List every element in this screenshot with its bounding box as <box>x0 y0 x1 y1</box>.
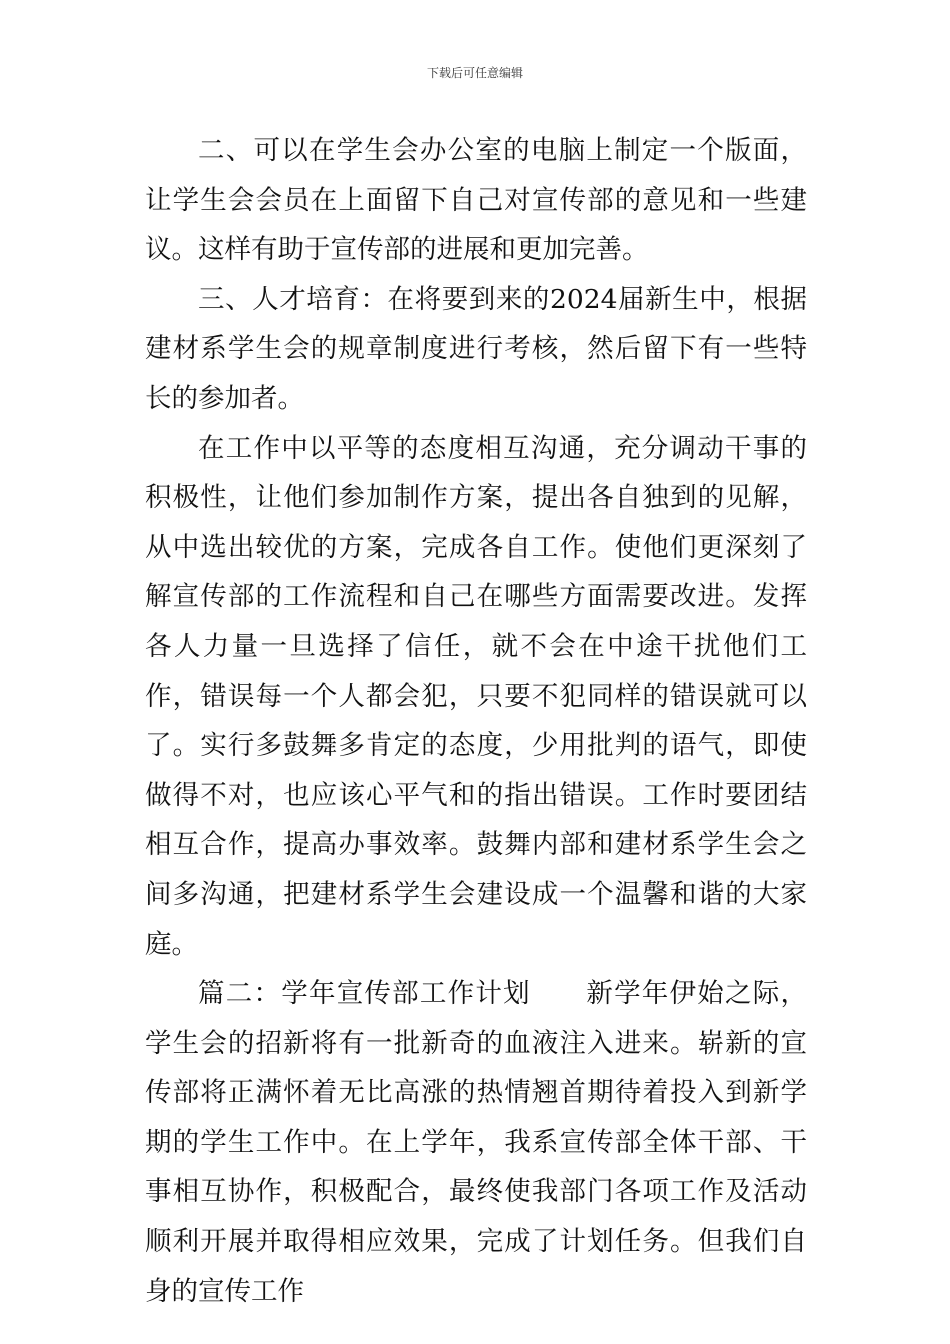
paragraph-item-3: 三、人才培育：在将要到来的2024届新生中，根据建材系学生会的规章制度进行考核，然后留下有一些特长的参加者。 <box>145 283 807 414</box>
paragraph-teamwork: 在工作中以平等的态度相互沟通，充分调动干事的积极性，让他们参加制作方案，提出各自独到的见解，从中选出较优的方案，完成各自工作。使他们更深刻了解宣传部的工作流程和自己在哪些方面需要改进。发挥各人力量一旦选择了信任，就不会在中途干扰他们工作，错误每一个人都会犯，只要不犯同样的错误就可以了。实行多鼓舞多肯定的态度，少用批判的语气，即使做得不对，也应该心平气和的指出错误。工作时要团结相互合作，提高办事效率。鼓舞内部和建材系学生会之间多沟通，把建材系学生会建设成一个温馨和谐的大家庭。 <box>145 432 807 960</box>
document-body <box>145 126 807 1316</box>
page-header-note: 下载后可任意编辑 <box>426 66 523 80</box>
paragraph-section-2: 篇二：学年宣传部工作计划 新学年伊始之际，学生会的招新将有一批新奇的血液注入进来。崭新的宣传部将正满怀着无比高涨的热情翘首期待着投入到新学期的学生工作中。在上学年，我系宣传部全体干部、干事相互协作，积极配合，最终使我部门各项工作及活动顺利开展并取得相应效果，完成了计划任务。但我们自身的宣传工作 <box>145 978 807 1307</box>
paragraph-item-2: 二、可以在学生会办公室的电脑上制定一个版面，让学生会会员在上面留下自己对宣传部的意见和一些建议。这样有助于宣传部的进展和更加完善。 <box>145 135 807 266</box>
